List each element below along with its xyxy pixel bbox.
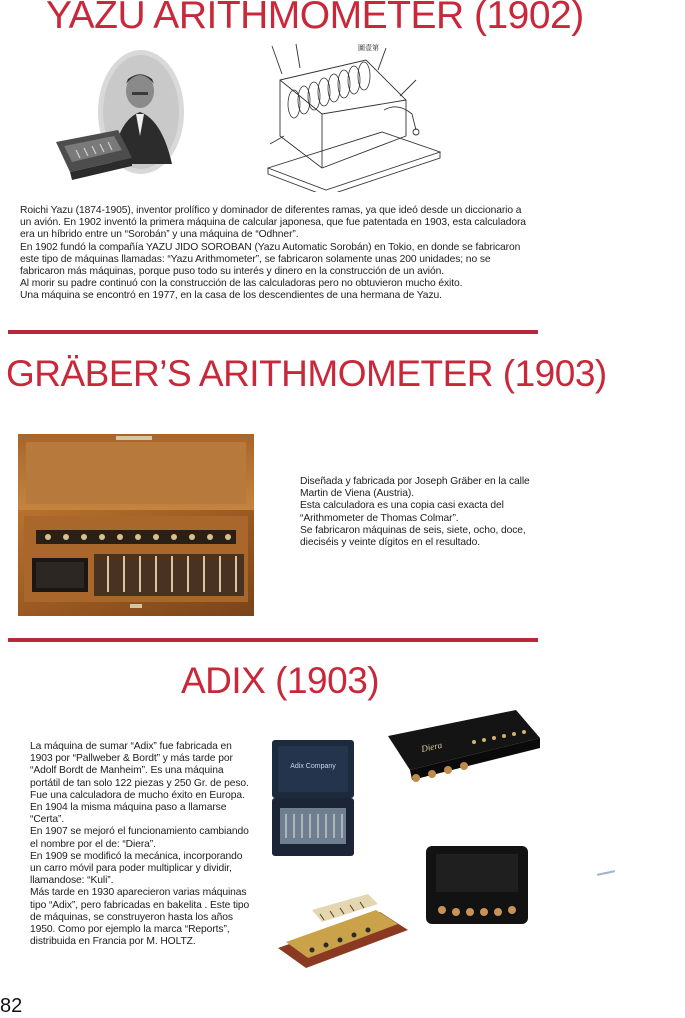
yazu-patent-drawing bbox=[266, 40, 442, 192]
adix-paragraph: En 1909 se modificó la mecánica, incorporando un carro móvil para poder multiplicar y dividir, llamandose: “Kuli”. bbox=[30, 850, 243, 887]
yazu-paragraph: En 1902 fundó la compañía YAZU JIDO SOROBAN (Yazu Automatic Sorobán) en Tokio, en donde se fabricaron este tipo de máquinas llamadas: “Yazu Arithmometer”, se fabricaron solamente unas 200 unidades; no se fabricaron más máquinas, porque puso todo su interés y dinero en la construcción de un avión. bbox=[20, 241, 521, 278]
yazu-portrait-photo bbox=[48, 46, 184, 186]
graber-paragraph: Esta calculadora es una copia casi exacta del “Arithmometer de Thomas Colmar”. bbox=[300, 500, 504, 524]
yazu-paragraph: Al morir su padre continuó con la construcción de las calculadoras pero no obtuvieron mucho éxito. bbox=[20, 278, 463, 290]
yazu-paragraph: Una máquina se encontró en 1977, en la casa de los descendientes de una hermana de Yazu. bbox=[20, 290, 442, 302]
yazu-title: YAZU ARITHMOMETER (1902) bbox=[46, 0, 584, 37]
diera-machine-photo bbox=[384, 708, 544, 786]
diera-label: Diera bbox=[420, 739, 443, 754]
yazu-paragraph: Roichi Yazu (1874-1905), inventor prolífico y dominador de diferentes ramas, ya que ideó desde un diccionario a un avión. En 1902 inventó la primera máquina de calcular japonesa, que fue patentada en 1903, esta calculadora era un híbrido entre un “Sorobán” y una máquina de “Odhner”. bbox=[20, 205, 526, 241]
adix-paragraph: Más tarde en 1930 aparecieron varias máquinas tipo “Adix”, pero fabricadas en bakelita . Este tipo de máquinas, se construyeron hasta los años 1950. Como por ejemplo la marca “Reports”, distribuida en Francia por M. HOLTZ. bbox=[30, 887, 250, 948]
adix-black-machine-photo bbox=[422, 842, 532, 928]
adix-box-label: Adix Company bbox=[290, 763, 336, 770]
graber-arithmometer-photo bbox=[16, 432, 256, 618]
yazu-description bbox=[20, 205, 530, 303]
adix-case-photo bbox=[270, 738, 356, 858]
adix-description bbox=[30, 741, 250, 948]
adix-paragraph: En 1907 se mejoró el funcionamiento cambiando el nombre por el de: “Diera”. bbox=[30, 826, 249, 850]
adix-paragraph: La máquina de sumar “Adix” fue fabricada en 1903 por “Pallweber & Bordt” y más tarde por “Adolf Bordt de Manheim”. Es una máquina portátil de tan solo 122 piezas y 250 Gr. de peso. Fue una calculadora de mucho éxito en Europa. bbox=[30, 741, 249, 801]
diagram-label: 圖壹第 bbox=[358, 44, 379, 52]
graber-title: GRÄBER’S ARITHMOMETER (1903) bbox=[6, 353, 607, 394]
graber-paragraph: Se fabricaron máquinas de seis, siete, ocho, doce, dieciséis y veinte dígitos en el resultado. bbox=[300, 524, 526, 549]
section-divider bbox=[8, 638, 538, 642]
decorative-stroke bbox=[597, 870, 615, 876]
page-number: 82 bbox=[0, 995, 23, 1017]
adix-brass-machine-photo bbox=[272, 892, 412, 972]
adix-paragraph: En 1904 la misma máquina paso a llamarse “Certa”. bbox=[30, 802, 227, 826]
adix-title: ADIX (1903) bbox=[181, 660, 380, 701]
section-divider bbox=[8, 330, 538, 334]
graber-paragraph: Diseñada y fabricada por Joseph Gräber en la calle Martin de Viena (Austria). bbox=[300, 476, 530, 500]
graber-description bbox=[300, 476, 540, 549]
